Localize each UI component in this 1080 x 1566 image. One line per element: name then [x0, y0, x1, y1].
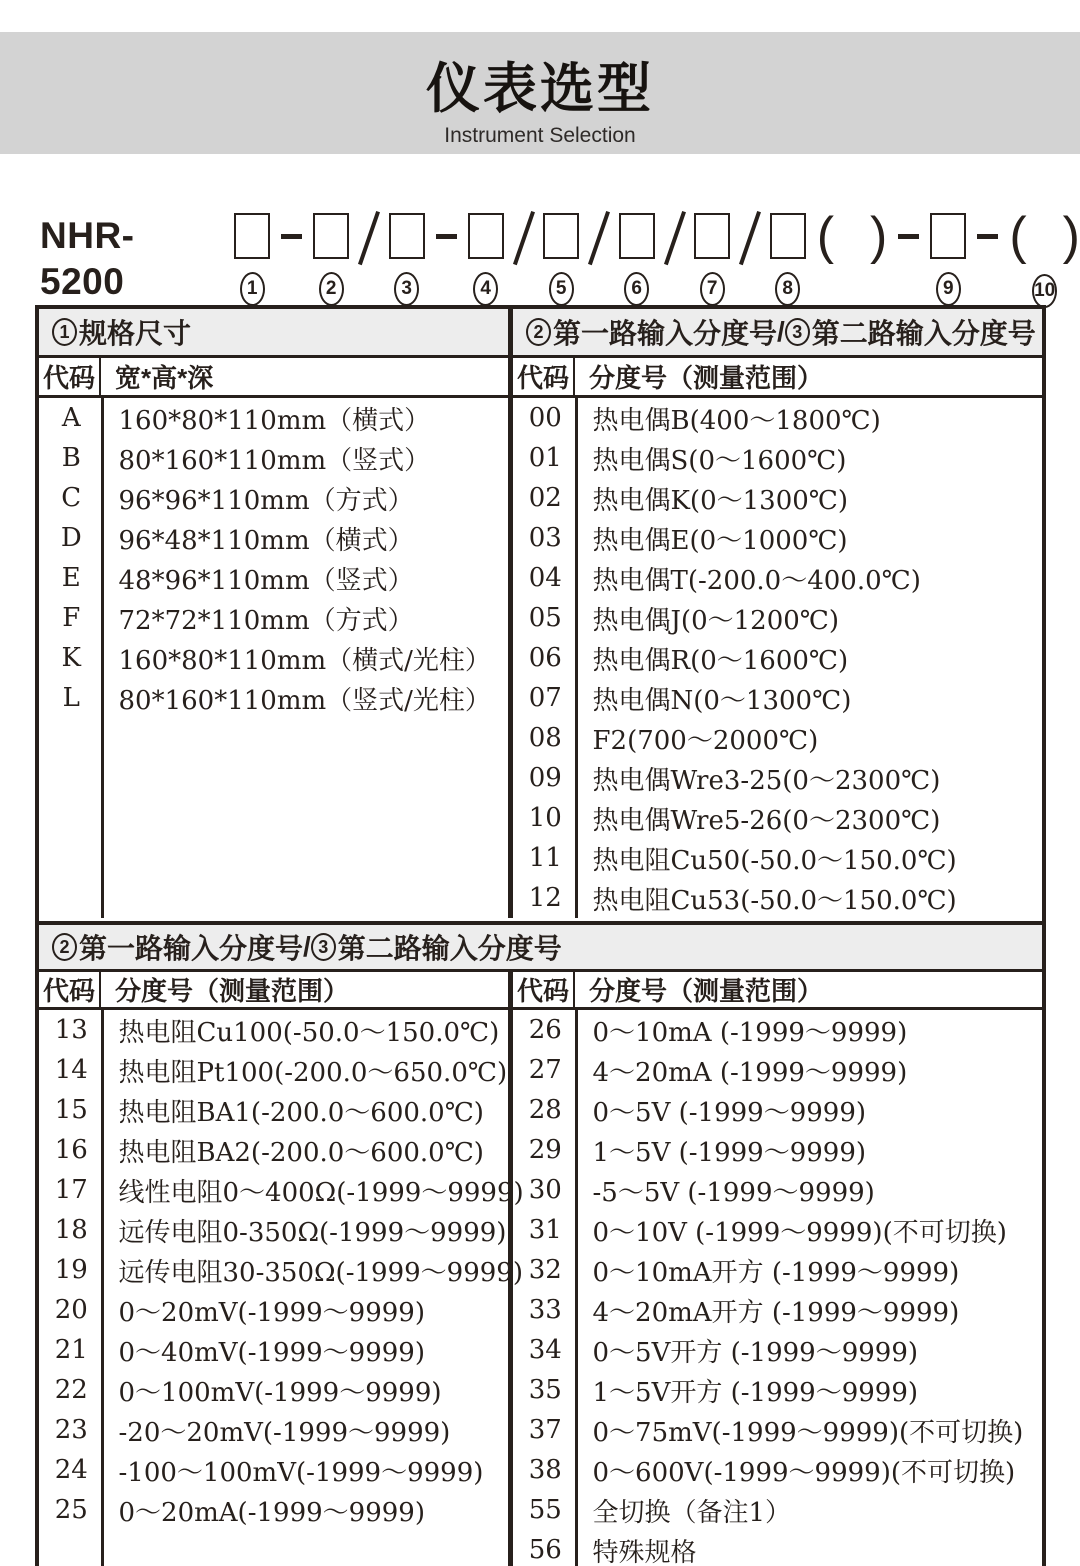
circled-3-icon: 3: [785, 318, 810, 346]
row-code: B: [61, 443, 81, 473]
table-row: [513, 838, 1042, 878]
row-code: 04: [528, 563, 562, 593]
circled-position-number: 7: [700, 272, 725, 306]
table-row: [39, 1410, 508, 1450]
row-code: 01: [528, 443, 562, 473]
table-row: [513, 1130, 1042, 1170]
circled-position-number: 6: [624, 272, 649, 306]
row-value: 80*160*110mm（竖式/光柱）: [118, 685, 491, 716]
circled-position-number: 1: [240, 272, 265, 306]
model-code-box: [694, 213, 730, 259]
table-row: [513, 638, 1042, 678]
table-row: [39, 1090, 508, 1130]
column-header-code: 代码: [513, 358, 575, 395]
circled-position-number: 2: [319, 272, 344, 306]
column-header-code: 代码: [39, 358, 101, 395]
circled-1-icon: 1: [52, 318, 77, 346]
table-row: [513, 758, 1042, 798]
table-row: [39, 558, 508, 598]
circled-3-icon: 3: [311, 933, 336, 961]
row-value: 0～20mV(-1999～9999): [118, 1297, 425, 1328]
section-header-input-division: [39, 925, 1042, 969]
row-value: 热电阻Cu50(-50.0～150.0℃): [592, 845, 957, 876]
table-row: [513, 1410, 1042, 1450]
table-row: [39, 398, 508, 438]
paren-close: ): [1062, 207, 1080, 265]
row-value: 160*80*110mm（横式/光柱）: [118, 645, 491, 676]
row-code: 28: [528, 1095, 562, 1125]
row-value: 160*80*110mm（横式）: [118, 405, 431, 436]
row-code: 34: [528, 1335, 562, 1365]
table-row: [513, 878, 1042, 918]
row-value: -20～20mV(-1999～9999): [118, 1417, 451, 1448]
model-dash: [436, 234, 457, 239]
model-position-slot: [234, 213, 270, 308]
section-header-size: [39, 309, 513, 355]
model-code-line: [40, 207, 1080, 308]
section-title-text: 第一路输入分度号: [79, 933, 304, 964]
table-row: [39, 1450, 508, 1490]
model-code-box: [619, 213, 655, 259]
model-position-slot: [389, 213, 425, 308]
table2-right-column-headers: [513, 972, 1042, 1007]
row-code: L: [62, 683, 80, 713]
row-code: 30: [528, 1175, 562, 1205]
row-value: 1～5V开方 (-1999～9999): [592, 1377, 919, 1408]
table-row: [513, 1290, 1042, 1330]
row-value: 0～20mA(-1999～9999): [118, 1497, 425, 1528]
row-code: 20: [54, 1295, 88, 1325]
column-header-code: 代码: [39, 972, 101, 1007]
model-code-box: [543, 213, 579, 259]
row-value: 0～40mV(-1999～9999): [118, 1337, 425, 1368]
row-value: 热电偶T(-200.0～400.0℃): [592, 565, 921, 596]
table-row: [513, 1050, 1042, 1090]
table-row: [39, 1050, 508, 1090]
table1-section-header-row: [39, 309, 1042, 358]
model-dash: [281, 234, 302, 239]
row-code: 10: [528, 803, 562, 833]
model-token-strip: [234, 207, 1080, 308]
table2-division-codes-panel-left: [39, 1010, 524, 1566]
selection-table-1: [35, 305, 1046, 921]
row-value: 热电偶K(0～1300℃): [592, 485, 849, 516]
section-title-text: 规格尺寸: [79, 318, 192, 349]
table-row: [39, 1490, 508, 1530]
table2-column-header-row: [39, 972, 1042, 1010]
table-row: [513, 1530, 1042, 1566]
row-value: 热电阻BA1(-200.0～600.0℃): [118, 1097, 484, 1128]
row-value: -100～100mV(-1999～9999): [118, 1457, 484, 1488]
table-row: [39, 518, 508, 558]
circled-position-number: 10: [1032, 274, 1057, 308]
table-row: [513, 1210, 1042, 1250]
table2-section-header-row: [39, 925, 1042, 972]
row-value: 热电偶N(0～1300℃): [592, 685, 852, 716]
table-row: [39, 678, 508, 718]
row-value: 热电偶E(0～1000℃): [592, 525, 848, 556]
column-header-division: 分度号（测量范围）: [589, 363, 824, 393]
model-parentheses: [816, 207, 888, 265]
table-row: [39, 1370, 508, 1410]
row-value: 0～5V (-1999～9999): [592, 1097, 867, 1128]
column-header-size: 宽*高*深: [115, 363, 214, 393]
model-paren-slot: [1009, 207, 1080, 308]
row-value: 0～600V(-1999～9999)(不可切换): [592, 1457, 1016, 1488]
row-code: 08: [528, 723, 562, 753]
table-row: [39, 1210, 508, 1250]
row-value: 4～20mA (-1999～9999): [592, 1057, 908, 1088]
table-row: [513, 798, 1042, 838]
table-row: [513, 718, 1042, 758]
section-title-text: 第二路输入分度号: [811, 318, 1036, 349]
row-code: 55: [528, 1495, 562, 1525]
row-code: 15: [54, 1095, 88, 1125]
row-value: 0～10V (-1999～9999)(不可切换): [592, 1217, 1007, 1248]
model-code-box: [930, 213, 966, 259]
table-row: [513, 1090, 1042, 1130]
model-code-box: [234, 213, 270, 259]
row-value: 全切换（备注1）: [592, 1497, 792, 1528]
row-code: 11: [528, 843, 562, 873]
row-value: 热电阻Cu53(-50.0～150.0℃): [592, 885, 957, 916]
model-prefix: NHR-5200: [40, 215, 135, 302]
circled-position-number: 4: [473, 272, 498, 306]
row-code: 17: [54, 1175, 88, 1205]
row-code: 31: [528, 1215, 562, 1245]
table-row: [513, 1490, 1042, 1530]
column-header-division: 分度号（测量范围）: [115, 976, 350, 1006]
row-code: 26: [528, 1015, 562, 1045]
row-value: 远传电阻30-350Ω(-1999～9999): [118, 1257, 523, 1288]
model-parentheses: [1009, 207, 1080, 265]
page-title: 仪表选型: [426, 59, 654, 119]
row-code: 02: [528, 483, 562, 513]
row-value: 48*96*110mm（竖式）: [118, 565, 414, 596]
row-value: 热电偶B(400～1800℃): [592, 405, 881, 436]
row-code: 18: [54, 1215, 88, 1245]
row-code: 56: [528, 1535, 562, 1565]
table-row: [39, 438, 508, 478]
model-position-slot: [770, 213, 806, 308]
model-slash: [588, 211, 610, 265]
row-code: 21: [54, 1335, 88, 1365]
table-row: [39, 1290, 508, 1330]
paren-close: ): [870, 207, 888, 265]
table2-data-area: [39, 1010, 1042, 1566]
row-code: 25: [54, 1495, 88, 1525]
table-row: [513, 678, 1042, 718]
model-dash: [977, 234, 998, 239]
table1-left-column-headers: [39, 358, 513, 395]
column-header-division: 分度号（测量范围）: [589, 976, 824, 1006]
table-row: [39, 1010, 508, 1050]
row-value: 热电阻BA2(-200.0～600.0℃): [118, 1137, 484, 1168]
row-value: 80*160*110mm（竖式）: [118, 445, 431, 476]
row-code: 16: [54, 1135, 88, 1165]
row-code: K: [61, 643, 81, 673]
row-code: F: [62, 603, 81, 633]
row-value: 96*48*110mm（横式）: [118, 525, 414, 556]
row-value: 热电偶Wre3-25(0～2300℃): [592, 765, 941, 796]
row-value: 96*96*110mm（方式）: [118, 485, 414, 516]
model-code-box: [770, 213, 806, 259]
row-code: 23: [54, 1415, 88, 1445]
section-title-text: 第一路输入分度号: [553, 318, 778, 349]
row-code: 05: [528, 603, 562, 633]
model-position-slot: [468, 213, 504, 308]
table-row: [513, 1250, 1042, 1290]
model-position-slot: [543, 213, 579, 308]
model-paren-slot: [816, 207, 888, 308]
row-code: 13: [54, 1015, 88, 1045]
row-value: 0～5V开方 (-1999～9999): [592, 1337, 919, 1368]
table2-division-codes-panel-right: [513, 1010, 1042, 1566]
table-row: [39, 1170, 524, 1210]
row-value: 线性电阻0～400Ω(-1999～9999): [118, 1177, 524, 1208]
table-row: [39, 1250, 523, 1290]
row-code: 03: [528, 523, 562, 553]
row-value: 热电阻Cu100(-50.0～150.0℃): [118, 1017, 500, 1048]
row-code: 29: [528, 1135, 562, 1165]
row-code: 06: [528, 643, 562, 673]
row-value: F2(700～2000℃): [592, 725, 819, 756]
circled-position-number: 3: [394, 272, 419, 306]
row-code: 22: [54, 1375, 88, 1405]
model-code-box: [468, 213, 504, 259]
row-value: 特殊规格: [592, 1537, 697, 1566]
row-code: 37: [528, 1415, 562, 1445]
model-position-slot: [930, 213, 966, 308]
row-value: 0～100mV(-1999～9999): [118, 1377, 442, 1408]
section-title-separator: /: [303, 931, 311, 962]
table-row: [513, 1010, 1042, 1050]
row-value: 热电阻Pt100(-200.0～650.0℃): [118, 1057, 508, 1088]
row-value: 4～20mA开方 (-1999～9999): [592, 1297, 960, 1328]
row-value: 1～5V (-1999～9999): [592, 1137, 867, 1168]
table1-size-codes-panel: [39, 398, 513, 918]
table1-data-area: [39, 398, 1042, 918]
row-code: 24: [54, 1455, 88, 1485]
model-slash: [358, 211, 380, 265]
circled-position-number: 5: [549, 272, 574, 306]
row-code: 09: [528, 763, 562, 793]
paren-open: (: [816, 207, 835, 265]
row-code: 00: [528, 403, 562, 433]
table-row: [513, 598, 1042, 638]
table-row: [513, 518, 1042, 558]
row-code: A: [61, 403, 81, 433]
table-row: [513, 558, 1042, 598]
model-dash: [898, 234, 919, 239]
model-position-slot: [694, 213, 730, 308]
table-row: [513, 478, 1042, 518]
model-position-slot: [313, 213, 349, 308]
row-code: E: [61, 563, 81, 593]
row-code: 19: [54, 1255, 88, 1285]
row-value: -5～5V (-1999～9999): [592, 1177, 875, 1208]
row-code: 35: [528, 1375, 562, 1405]
table-row: [513, 1370, 1042, 1410]
row-value: 热电偶S(0～1600℃): [592, 445, 847, 476]
table-row: [513, 438, 1042, 478]
selection-table-2: [35, 921, 1046, 1566]
model-slash: [664, 211, 686, 265]
row-code: D: [60, 523, 82, 553]
circled-position-number: 9: [936, 272, 961, 306]
row-code: 33: [528, 1295, 562, 1325]
model-code-box: [313, 213, 349, 259]
table1-division-codes-panel: [513, 398, 1042, 918]
table-row: [513, 1450, 1042, 1490]
table-row: [39, 1130, 508, 1170]
paren-open: (: [1009, 207, 1027, 265]
table1-right-column-headers: [513, 358, 1042, 395]
table-row: [513, 1170, 1042, 1210]
model-position-slot: [619, 213, 655, 308]
section-title-separator: /: [777, 316, 785, 347]
row-code: C: [61, 483, 82, 513]
row-code: 14: [54, 1055, 88, 1085]
table-row: [39, 478, 508, 518]
row-value: 热电偶Wre5-26(0～2300℃): [592, 805, 941, 836]
table-row: [39, 1330, 508, 1370]
table-row: [513, 1330, 1042, 1370]
circled-position-number: 8: [775, 272, 800, 306]
model-slash: [739, 211, 761, 265]
table1-column-header-row: [39, 358, 1042, 398]
table-row: [513, 398, 1042, 438]
circled-2-icon: 2: [52, 933, 77, 961]
section-header-input-division: [513, 309, 1042, 355]
row-value: 热电偶R(0～1600℃): [592, 645, 849, 676]
page-header: [0, 32, 1080, 154]
circled-2-icon: 2: [526, 318, 551, 346]
row-value: 0～75mV(-1999～9999)(不可切换): [592, 1417, 1024, 1448]
model-code-box: [389, 213, 425, 259]
row-value: 72*72*110mm（方式）: [118, 605, 414, 636]
table2-left-column-headers: [39, 972, 513, 1007]
row-value: 0～10mA (-1999～9999): [592, 1017, 908, 1048]
row-value: 热电偶J(0～1200℃): [592, 605, 840, 636]
row-code: 12: [528, 883, 562, 913]
model-slash: [513, 211, 535, 265]
row-code: 32: [528, 1255, 562, 1285]
row-code: 27: [528, 1055, 562, 1085]
page-subtitle: Instrument Selection: [444, 124, 636, 147]
table-row: [39, 598, 508, 638]
row-value: 0～10mA开方 (-1999～9999): [592, 1257, 960, 1288]
row-code: 38: [528, 1455, 562, 1485]
column-header-code: 代码: [513, 972, 575, 1007]
row-code: 07: [528, 683, 562, 713]
table-row: [39, 638, 508, 678]
section-title-text: 第二路输入分度号: [337, 933, 562, 964]
row-value: 远传电阻0-350Ω(-1999～9999): [118, 1217, 507, 1248]
